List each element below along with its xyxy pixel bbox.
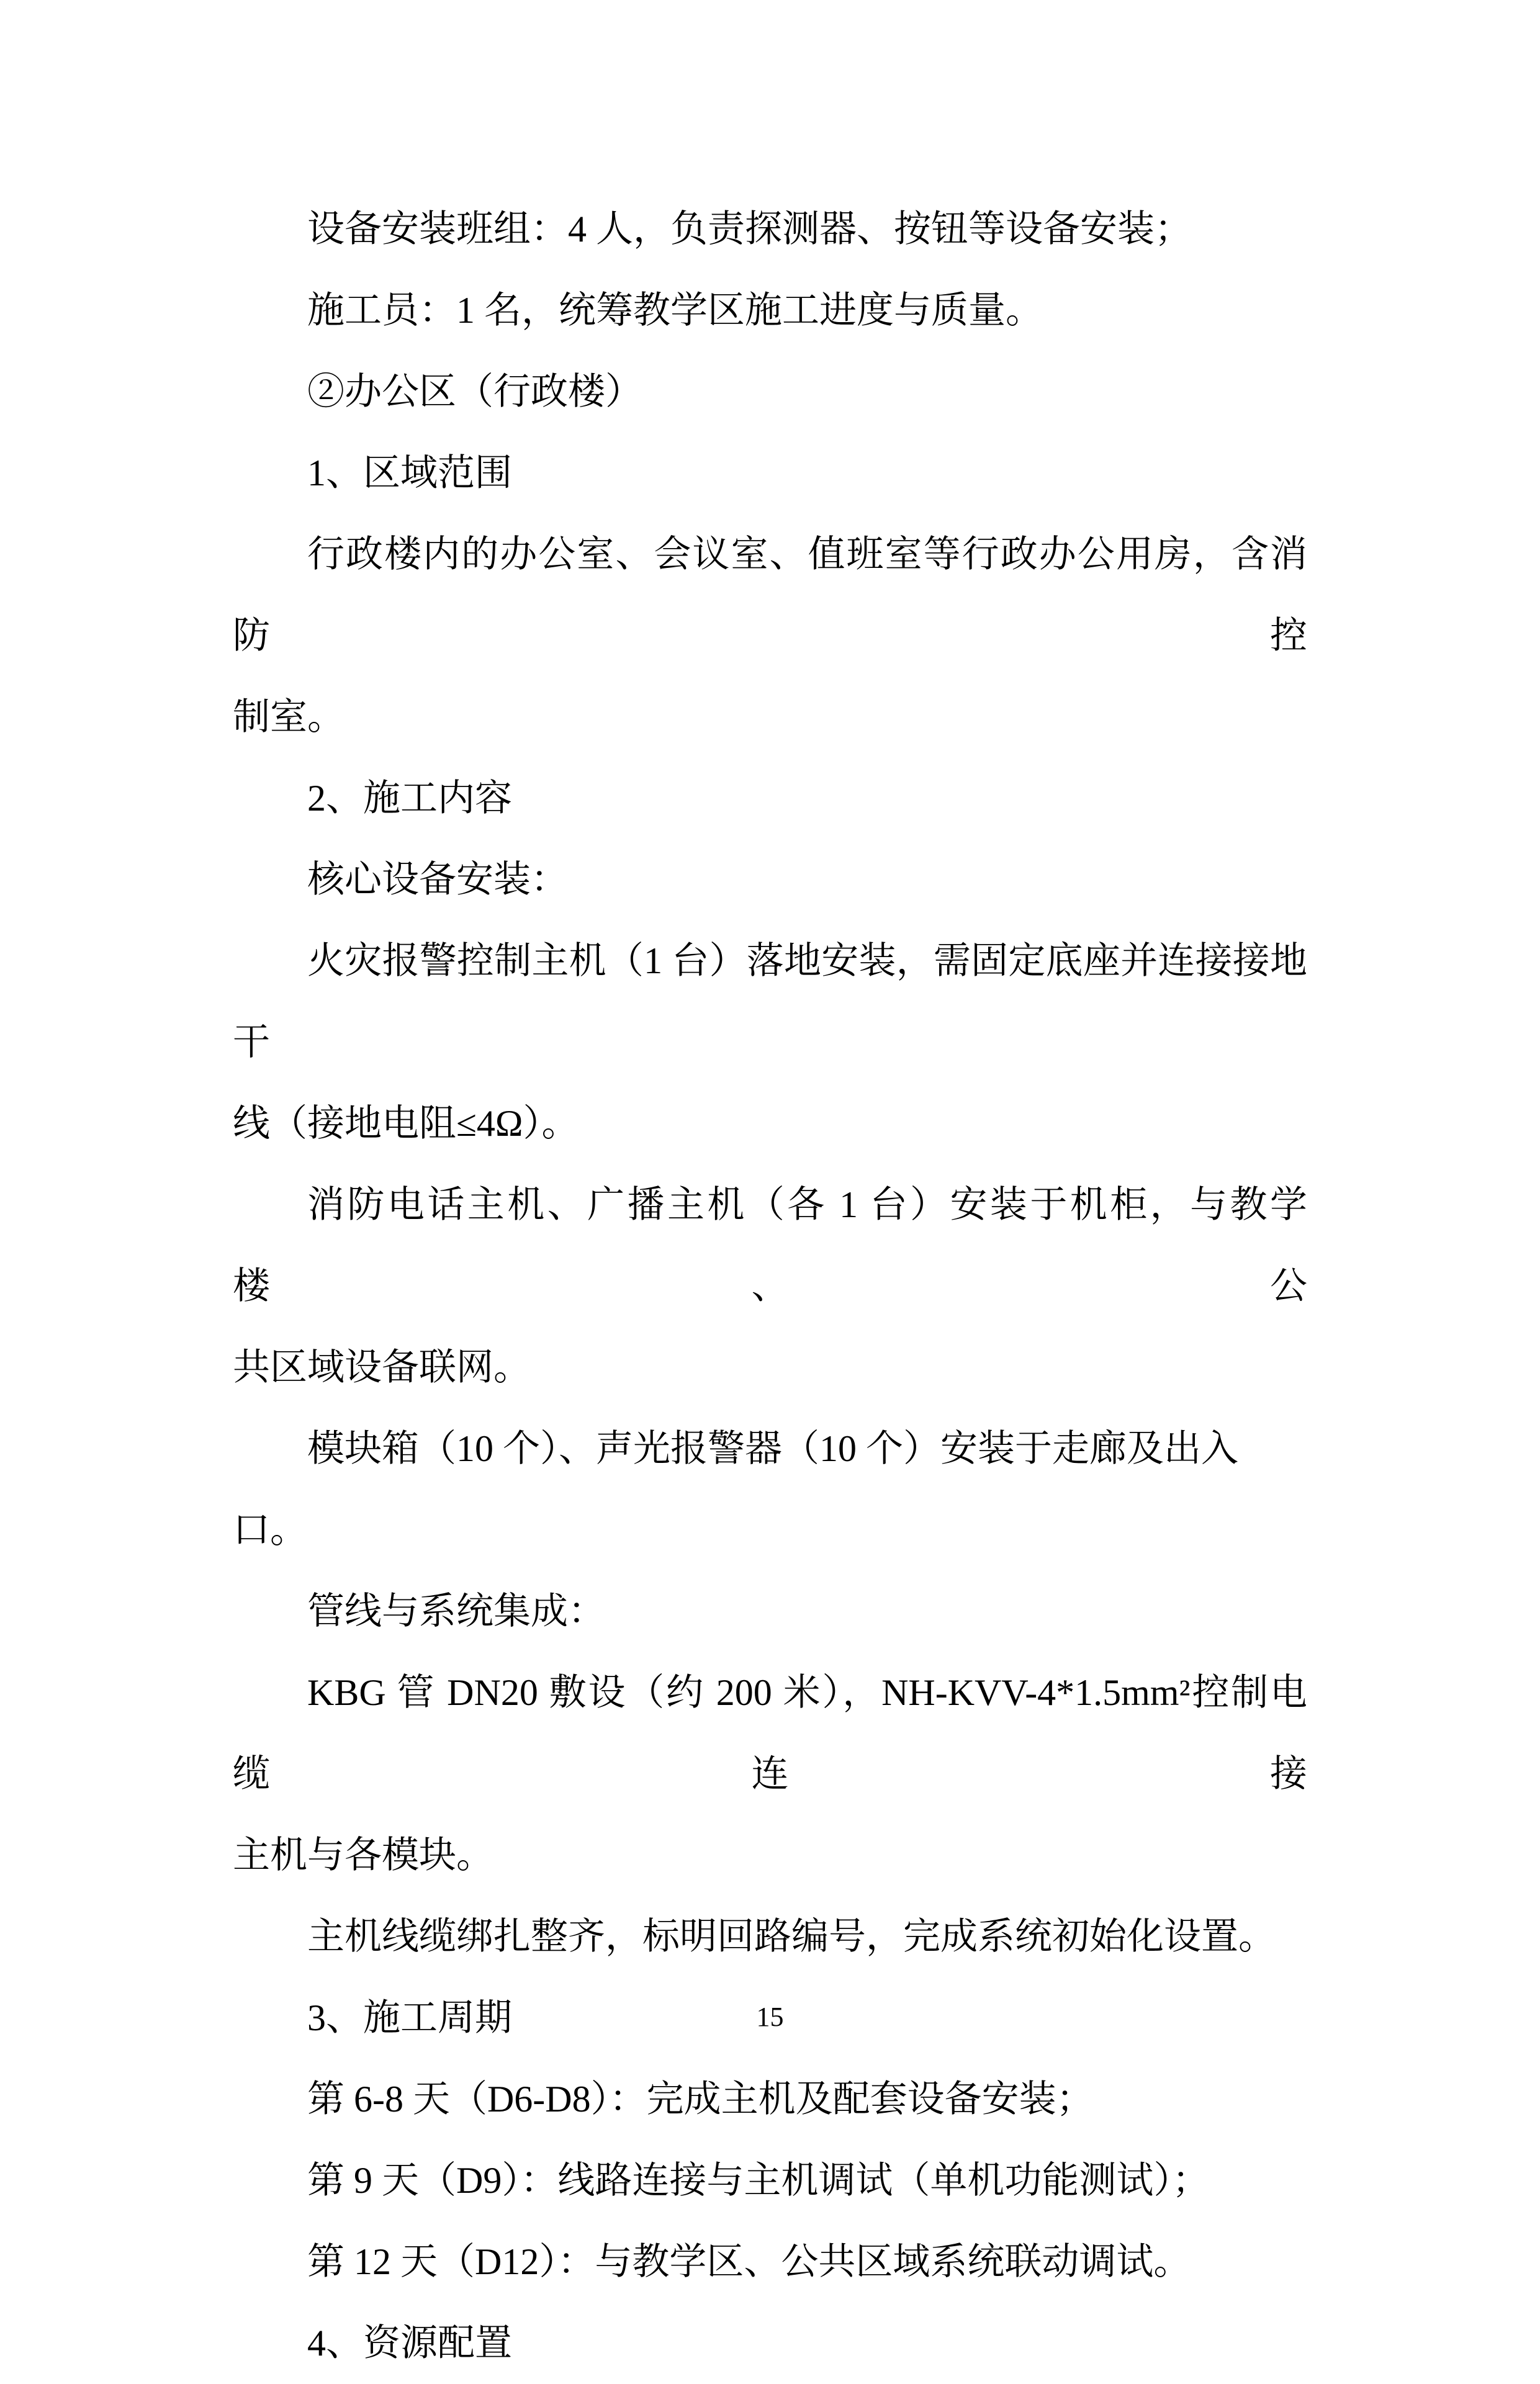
text-line: 3、施工周期 bbox=[307, 1997, 512, 2038]
text-line: 核心设备安装： bbox=[307, 859, 568, 900]
page-number: 15 bbox=[756, 2002, 784, 2032]
text-line: 第 9 天（D9）：线路连接与主机调试（单机功能测试）； bbox=[307, 2160, 1210, 2201]
text-line: 主机线缆绑扎整齐，标明回路编号，完成系统初始化设置。 bbox=[307, 1916, 1276, 1957]
text-line: 2、施工内容 bbox=[307, 778, 512, 819]
text-line: 消防电话主机、广播主机（各 1 台）安装于机柜，与教学楼、公 bbox=[233, 1184, 1307, 1307]
text-line: 模块箱（10 个）、声光报警器（10 个）安装于走廊及出入口。 bbox=[233, 1428, 1238, 1550]
document-body bbox=[233, 189, 1307, 2384]
text-line: 管线与系统集成： bbox=[307, 1591, 605, 1632]
text-line: 1、区域范围 bbox=[307, 452, 512, 493]
text-line: KBG 管 DN20 敷设（约 200 米），NH-KVV-4*1.5mm²控制电缆连接 bbox=[233, 1672, 1307, 1794]
text-line: 行政楼内的办公室、会议室、值班室等行政办公用房，含消防控 bbox=[233, 534, 1307, 656]
text-line: 火灾报警控制主机（1 台）落地安装，需固定底座并连接接地干 bbox=[233, 940, 1307, 1063]
text-line: 主机与各模块。 bbox=[233, 1835, 493, 1876]
text-line: 设备安装班组：4 人，负责探测器、按钮等设备安装； bbox=[307, 209, 1192, 250]
text-line: 第 12 天（D12）：与教学区、公共区域系统联动调试。 bbox=[307, 2241, 1191, 2282]
text-line: 制室。 bbox=[233, 696, 344, 737]
text-line: 线（接地电阻≤4Ω）。 bbox=[233, 1103, 579, 1144]
text-line: 施工员：1 名，统筹教学区施工进度与质量。 bbox=[307, 290, 1043, 331]
text-line: 4、资源配置 bbox=[307, 2323, 512, 2364]
text-line: 共区域设备联网。 bbox=[233, 1347, 531, 1388]
text-line: 第 6-8 天（D6-D8）：完成主机及配套设备安装； bbox=[307, 2079, 1094, 2120]
text-line: ②办公区（行政楼） bbox=[307, 371, 642, 412]
page-footer bbox=[0, 2004, 1540, 2031]
